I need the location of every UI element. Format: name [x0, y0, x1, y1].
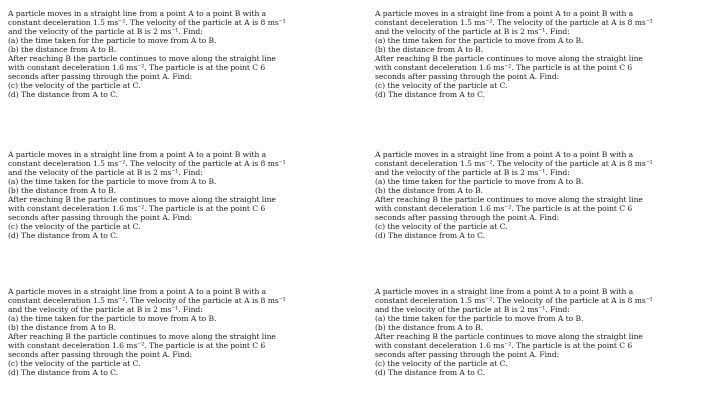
problem-intro-line: and the velocity of the particle at B is 2 ms⁻¹. Find:: [8, 168, 203, 177]
problem-intro-line: A particle moves in a straight line from a point A to a point B with a: [8, 150, 267, 159]
problem-continuation-line: After reaching B the particle continues to move along the straight line: [375, 195, 643, 204]
problem-intro-line: and the velocity of the particle at B is 2 ms⁻¹. Find:: [8, 27, 203, 36]
problem-continuation-line: seconds after passing through the point A. Find:: [8, 350, 193, 359]
question-d: (d) The distance from A to C.: [8, 368, 118, 377]
problem-continuation-line: with constant deceleration 1.6 ms⁻². The particle is at the point C 6: [8, 341, 266, 350]
problem-continuation-line: with constant deceleration 1.6 ms⁻². The particle is at the point C 6: [8, 204, 266, 213]
question-a: (a) the time taken for the particle to move from A to B.: [8, 314, 217, 323]
problem-continuation-line: with constant deceleration 1.6 ms⁻². The particle is at the point C 6: [8, 63, 266, 72]
problem-continuation-line: After reaching B the particle continues to move along the straight line: [375, 332, 643, 341]
problem-card: [375, 287, 705, 377]
question-a: (a) the time taken for the particle to move from A to B.: [375, 314, 584, 323]
question-d: (d) The distance from A to C.: [8, 231, 118, 240]
problem-intro-line: and the velocity of the particle at B is 2 ms⁻¹. Find:: [375, 168, 570, 177]
problem-continuation-line: After reaching B the particle continues to move along the straight line: [375, 54, 643, 63]
problem-continuation-line: seconds after passing through the point A. Find:: [375, 72, 560, 81]
problem-card: [8, 287, 338, 377]
problem-card: [8, 150, 338, 240]
problem-intro-line: A particle moves in a straight line from a point A to a point B with a: [375, 9, 634, 18]
problem-intro-line: and the velocity of the particle at B is 2 ms⁻¹. Find:: [8, 305, 203, 314]
question-c: (c) the velocity of the particle at C.: [375, 222, 508, 231]
question-a: (a) the time taken for the particle to move from A to B.: [375, 177, 584, 186]
problem-intro-line: and the velocity of the particle at B is 2 ms⁻¹. Find:: [375, 27, 570, 36]
problem-intro-line: constant deceleration 1.5 ms⁻². The velocity of the particle at A is 8 ms⁻¹: [8, 296, 286, 305]
problem-intro-line: constant deceleration 1.5 ms⁻². The velocity of the particle at A is 8 ms⁻¹: [375, 296, 653, 305]
question-d: (d) The distance from A to C.: [375, 231, 485, 240]
problem-intro-line: constant deceleration 1.5 ms⁻². The velocity of the particle at A is 8 ms⁻¹: [8, 159, 286, 168]
problem-intro-line: A particle moves in a straight line from a point A to a point B with a: [375, 150, 634, 159]
problem-continuation-line: After reaching B the particle continues to move along the straight line: [8, 54, 276, 63]
question-c: (c) the velocity of the particle at C.: [8, 222, 141, 231]
question-c: (c) the velocity of the particle at C.: [375, 359, 508, 368]
question-b: (b) the distance from A to B.: [375, 186, 483, 195]
question-a: (a) the time taken for the particle to move from A to B.: [375, 36, 584, 45]
question-a: (a) the time taken for the particle to move from A to B.: [8, 36, 217, 45]
problem-continuation-line: After reaching B the particle continues to move along the straight line: [8, 332, 276, 341]
question-b: (b) the distance from A to B.: [8, 323, 116, 332]
question-c: (c) the velocity of the particle at C.: [8, 81, 141, 90]
problem-continuation-line: seconds after passing through the point A. Find:: [375, 213, 560, 222]
problem-intro-line: constant deceleration 1.5 ms⁻². The velocity of the particle at A is 8 ms⁻¹: [375, 18, 653, 27]
problem-continuation-line: After reaching B the particle continues to move along the straight line: [8, 195, 276, 204]
problem-continuation-line: seconds after passing through the point A. Find:: [8, 72, 193, 81]
problem-card: [375, 150, 705, 240]
question-d: (d) The distance from A to C.: [375, 368, 485, 377]
question-c: (c) the velocity of the particle at C.: [8, 359, 141, 368]
problem-intro-line: and the velocity of the particle at B is 2 ms⁻¹. Find:: [375, 305, 570, 314]
problem-intro-line: A particle moves in a straight line from a point A to a point B with a: [8, 287, 267, 296]
question-b: (b) the distance from A to B.: [8, 186, 116, 195]
question-b: (b) the distance from A to B.: [8, 45, 116, 54]
problem-intro-line: A particle moves in a straight line from a point A to a point B with a: [8, 9, 267, 18]
problem-card: [8, 9, 338, 99]
question-b: (b) the distance from A to B.: [375, 45, 483, 54]
problem-continuation-line: with constant deceleration 1.6 ms⁻². The particle is at the point C 6: [375, 341, 633, 350]
problem-card: [375, 9, 705, 99]
question-b: (b) the distance from A to B.: [375, 323, 483, 332]
problem-continuation-line: seconds after passing through the point A. Find:: [8, 213, 193, 222]
question-a: (a) the time taken for the particle to move from A to B.: [8, 177, 217, 186]
problem-intro-line: A particle moves in a straight line from a point A to a point B with a: [375, 287, 634, 296]
question-d: (d) The distance from A to C.: [8, 90, 118, 99]
problem-intro-line: constant deceleration 1.5 ms⁻². The velocity of the particle at A is 8 ms⁻¹: [375, 159, 653, 168]
problem-continuation-line: with constant deceleration 1.6 ms⁻². The particle is at the point C 6: [375, 63, 633, 72]
problem-intro-line: constant deceleration 1.5 ms⁻². The velocity of the particle at A is 8 ms⁻¹: [8, 18, 286, 27]
question-c: (c) the velocity of the particle at C.: [375, 81, 508, 90]
problem-continuation-line: with constant deceleration 1.6 ms⁻². The particle is at the point C 6: [375, 204, 633, 213]
problem-continuation-line: seconds after passing through the point A. Find:: [375, 350, 560, 359]
question-d: (d) The distance from A to C.: [375, 90, 485, 99]
